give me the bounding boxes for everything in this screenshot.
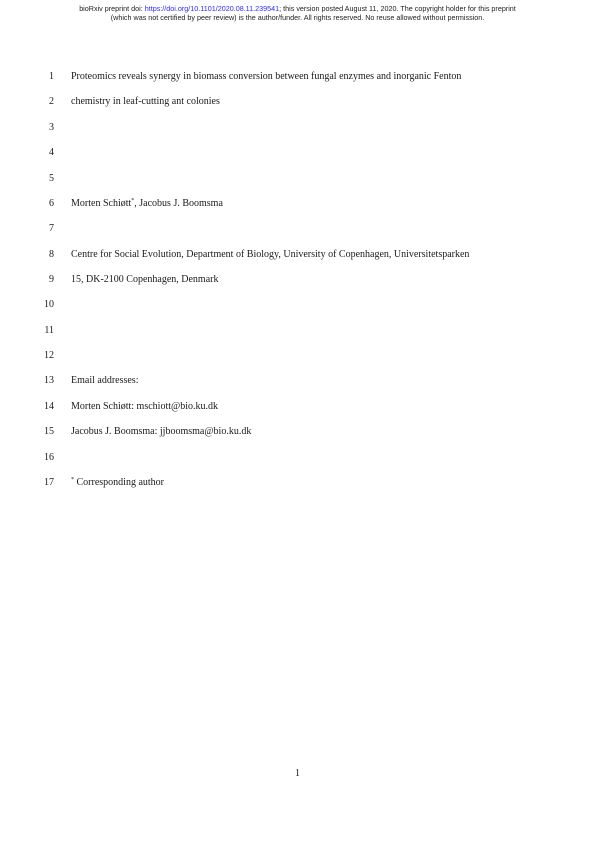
line-7 <box>0 222 595 236</box>
line-number: 10 <box>44 299 54 310</box>
corresponding-mark: * <box>131 198 135 204</box>
header-line-1: bioRxiv preprint doi: https://doi.org/10.1101/2020.08.11.239541; this version posted August 11, 2020. The copyright holder for this preprint <box>79 4 516 13</box>
line-2 <box>0 95 595 109</box>
line-16 <box>0 451 595 465</box>
line-12 <box>0 349 595 363</box>
page-number: 1 <box>295 768 300 779</box>
line-1 <box>0 70 595 84</box>
line-8 <box>0 248 595 262</box>
line-number: 17 <box>44 477 54 488</box>
email-heading: Email addresses: <box>71 375 139 386</box>
line-number: 11 <box>44 325 54 336</box>
line-number: 3 <box>49 122 54 133</box>
title-line-2: chemistry in leaf-cutting ant colonies <box>71 96 220 107</box>
line-number: 15 <box>44 426 54 437</box>
authors-line <box>71 197 223 211</box>
line-6 <box>0 197 595 211</box>
email-author-2: Jacobus J. Boomsma: jjboomsma@bio.ku.dk <box>71 426 252 437</box>
header-line-2: (which was not certified by peer review) is the author/funder. All rights reserved. No reuse allowed without permission. <box>110 13 485 22</box>
line-number: 7 <box>49 223 54 234</box>
affiliation-line-2: 15, DK-2100 Copenhagen, Denmark <box>71 274 219 285</box>
line-9 <box>0 273 595 287</box>
line-number: 4 <box>49 147 54 158</box>
line-number: 2 <box>49 96 54 107</box>
line-number: 1 <box>49 71 54 82</box>
author-1: Morten Schiøtt <box>71 198 132 209</box>
line-number: 14 <box>44 401 54 412</box>
line-number: 5 <box>49 173 54 184</box>
line-15 <box>0 425 595 439</box>
title-line-1: Proteomics reveals synergy in biomass conversion between fungal enzymes and inorganic Fenton <box>71 71 462 82</box>
line-14 <box>0 400 595 414</box>
affiliation-line-1: Centre for Social Evolution, Department of Biology, University of Copenhagen, Universitetsparken <box>71 249 470 260</box>
line-number: 6 <box>49 198 54 209</box>
line-number: 12 <box>44 350 54 361</box>
line-number: 13 <box>44 375 54 386</box>
doi-link[interactable]: https://doi.org/10.1101/2020.08.11.239541 <box>144 4 280 13</box>
line-number: 16 <box>44 452 54 463</box>
line-17 <box>0 476 595 490</box>
corresponding-mark: * <box>71 477 74 483</box>
line-4 <box>0 146 595 160</box>
author-2: , Jacobus J. Boomsma <box>134 198 223 209</box>
email-author-1: Morten Schiøtt: mschiott@bio.ku.dk <box>71 401 218 412</box>
line-5 <box>0 172 595 186</box>
line-number: 9 <box>49 274 54 285</box>
line-3 <box>0 121 595 135</box>
line-13 <box>0 374 595 388</box>
line-10 <box>0 298 595 312</box>
line-11 <box>0 324 595 338</box>
line-number: 8 <box>49 249 54 260</box>
corresponding-author-note: * Corresponding author <box>71 477 164 488</box>
